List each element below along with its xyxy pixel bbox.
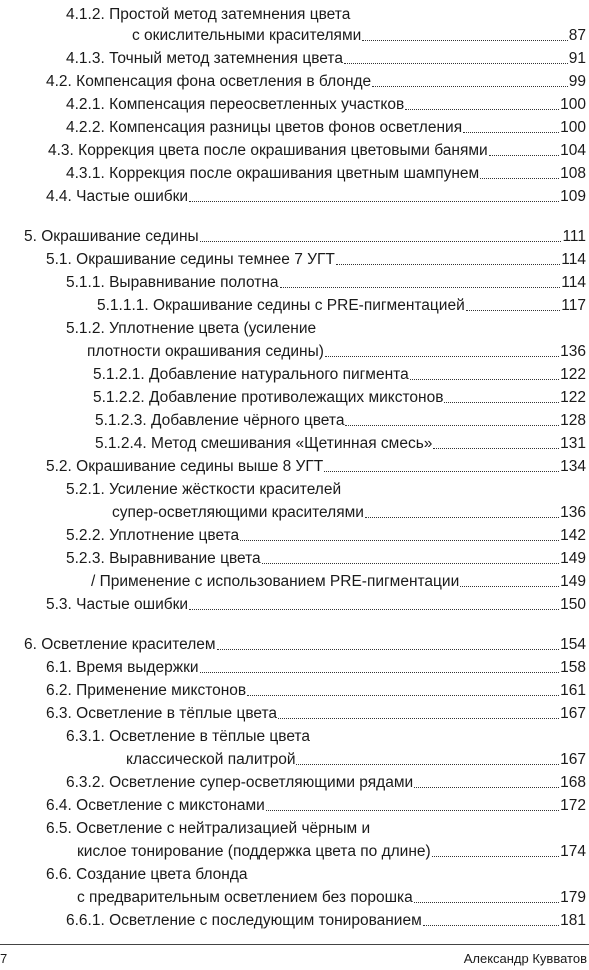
toc-entry [46, 247, 586, 269]
toc-entry [66, 270, 586, 292]
toc-entry [46, 184, 586, 206]
toc-entry [66, 2, 586, 24]
toc-entry-title: 6.3.2. Осветление супер-осветляющими рядами [66, 774, 414, 791]
toc-entry-title: 5.1.1.1. Окрашивание седины с PRE-пигментацией [97, 297, 465, 314]
toc-entry-page: 122 [560, 366, 586, 383]
toc-entry-page: 100 [560, 119, 586, 136]
toc-entry [66, 46, 586, 68]
toc-entry-title: 4.4. Частые ошибки [46, 188, 189, 205]
toc-entry [66, 724, 586, 746]
toc-entry-page: 149 [560, 573, 586, 590]
toc-entry-page: 181 [560, 912, 586, 929]
toc-entry [77, 885, 586, 907]
toc-entry-page: 154 [560, 636, 586, 653]
toc-entry-page: 99 [568, 73, 586, 90]
toc-entry-page: 167 [560, 705, 586, 722]
toc-entry-page: 117 [561, 297, 586, 314]
toc-entry-title: 5.2.2. Уплотнение цвета [66, 527, 240, 544]
toc-entry-page: 114 [561, 251, 586, 268]
toc-entry-title: 5.1.2.3. Добавление чёрного цвета [95, 412, 345, 429]
toc-entry-title: 5.2.3. Выравнивание цвета [66, 550, 261, 567]
toc-entry-page: 158 [560, 659, 586, 676]
toc-entry [66, 523, 586, 545]
toc-entry-page: 109 [560, 188, 586, 205]
toc-entry-title: 4.1.2. Простой метод затемнения цвета [66, 6, 351, 23]
toc-entry [66, 908, 586, 930]
toc-entry [77, 839, 586, 861]
toc-entry [46, 454, 586, 476]
toc-entry-page: 128 [560, 412, 586, 429]
toc-entry-title: / Применение с использованием PRE-пигментации [91, 573, 460, 590]
toc-entry-title: 6.3. Осветление в тёплые цвета [46, 705, 278, 722]
toc-entry [97, 293, 586, 315]
toc-entry-title: 4.3.1. Коррекция после окрашивания цветным шампунем [66, 165, 480, 182]
toc-entry [24, 224, 586, 246]
toc-entry-title: 4.2. Компенсация фона осветления в блонде [46, 73, 372, 90]
toc-entry [46, 592, 586, 614]
toc-entry-page: 167 [560, 751, 586, 768]
toc-entry [66, 770, 586, 792]
toc-entry-page: 161 [560, 682, 586, 699]
toc-entry-page: 172 [560, 797, 586, 814]
toc-entry-page: 134 [560, 458, 586, 475]
toc-entry [93, 385, 586, 407]
toc-entry-title: 5.3. Частые ошибки [46, 596, 189, 613]
toc-entry-title: 4.1.3. Точный метод затемнения цвета [66, 50, 343, 67]
toc-entry-page: 100 [560, 96, 586, 113]
toc-entry-page: 91 [568, 50, 586, 67]
toc-entry [46, 655, 586, 677]
toc-entry [66, 546, 586, 568]
toc-entry-title: с окислительными красителями [132, 27, 362, 44]
toc-entry [66, 115, 586, 137]
toc-entry-title: супер-осветляющими красителями [112, 504, 364, 521]
toc-entry-title: 4.2.2. Компенсация разницы цветов фонов осветления [66, 119, 463, 136]
toc-entry-title: 5.1.1. Выравнивание полотна [66, 274, 279, 291]
toc-entry [46, 793, 586, 815]
toc-entry-title: плотности окрашивания седины) [87, 343, 324, 360]
toc-entry [87, 339, 586, 361]
toc-entry-page: 114 [561, 274, 586, 291]
toc-entry-title: 4.2.1. Компенсация переосветленных участков [66, 96, 405, 113]
toc-entry [24, 632, 586, 654]
toc-entry-page: 150 [560, 596, 586, 613]
toc-entry-title: 5.1.2.4. Метод смешивания «Щетинная смесь» [95, 435, 433, 452]
toc-entry [66, 161, 586, 183]
toc-entry-page: 131 [560, 435, 586, 452]
toc-entry-title: 5.2.1. Усиление жёсткости красителей [66, 481, 342, 498]
toc-entry [46, 678, 586, 700]
toc-entry [66, 316, 586, 338]
toc-entry-page: 136 [560, 504, 586, 521]
toc-entry [91, 569, 586, 591]
toc-entry-page: 168 [560, 774, 586, 791]
toc-entry-title: 6.3.1. Осветление в тёплые цвета [66, 728, 310, 745]
toc-entry [132, 23, 586, 45]
toc-entry-title: 6.2. Применение микстонов [46, 682, 247, 699]
toc-entry [46, 69, 586, 91]
toc-entry-title: классической палитрой [126, 751, 296, 768]
toc-entry-title: с предварительным осветлением без порошка [77, 889, 413, 906]
toc-entry-title: 5.1.2. Уплотнение цвета (усиление [66, 320, 317, 337]
toc-entry-title: 5. Окрашивание седины [24, 228, 199, 245]
toc-entry-title: 4.3. Коррекция цвета после окрашивания цветовыми банями [48, 142, 488, 159]
toc-entry [95, 431, 586, 453]
toc-entry-page: 87 [568, 27, 586, 44]
toc-entry-title: 6.5. Осветление с нейтрализацией чёрным и [46, 820, 371, 837]
toc-entry-title: 6.6.1. Осветление с последующим тонированием [66, 912, 422, 929]
toc-entry [48, 138, 586, 160]
toc-entry-page: 142 [560, 527, 586, 544]
toc-entry [46, 816, 586, 838]
toc-entry [112, 500, 586, 522]
page-number: 7 [0, 951, 8, 966]
toc-entry-title: 6. Осветление красителем [24, 636, 216, 653]
toc-entry-title: 5.1.2.1. Добавление натурального пигмента [93, 366, 409, 383]
toc-entry [95, 408, 586, 430]
toc-entry-page: 111 [562, 228, 586, 245]
toc-entry-page: 108 [560, 165, 586, 182]
toc-entry-title: 6.4. Осветление с микстонами [46, 797, 265, 814]
toc-entry-page: 104 [560, 142, 586, 159]
toc-entry-title: 5.2. Окрашивание седины выше 8 УГТ [46, 458, 324, 475]
toc-entry-title: кислое тонирование (поддержка цвета по длине) [77, 843, 431, 860]
toc-entry-page: 179 [560, 889, 586, 906]
toc-entry-title: 5.1.2.2. Добавление противолежащих микстонов [93, 389, 444, 406]
toc-entry-title: 6.1. Время выдержки [46, 659, 199, 676]
toc-entry [66, 477, 586, 499]
toc-entry-title: 6.6. Создание цвета блонда [46, 866, 248, 883]
toc-entry-page: 149 [560, 550, 586, 567]
toc-entry [66, 92, 586, 114]
toc-entry [126, 747, 586, 769]
toc-entry-page: 174 [560, 843, 586, 860]
toc-entry [46, 701, 586, 723]
toc-entry-page: 136 [560, 343, 586, 360]
toc-entry-title: 5.1. Окрашивание седины темнее 7 УГТ [46, 251, 335, 268]
toc-entry [93, 362, 586, 384]
toc-entry-page: 122 [560, 389, 586, 406]
footer-divider [0, 944, 589, 945]
author-name: Александр Кувватов [463, 951, 587, 966]
toc-entry [46, 862, 586, 884]
